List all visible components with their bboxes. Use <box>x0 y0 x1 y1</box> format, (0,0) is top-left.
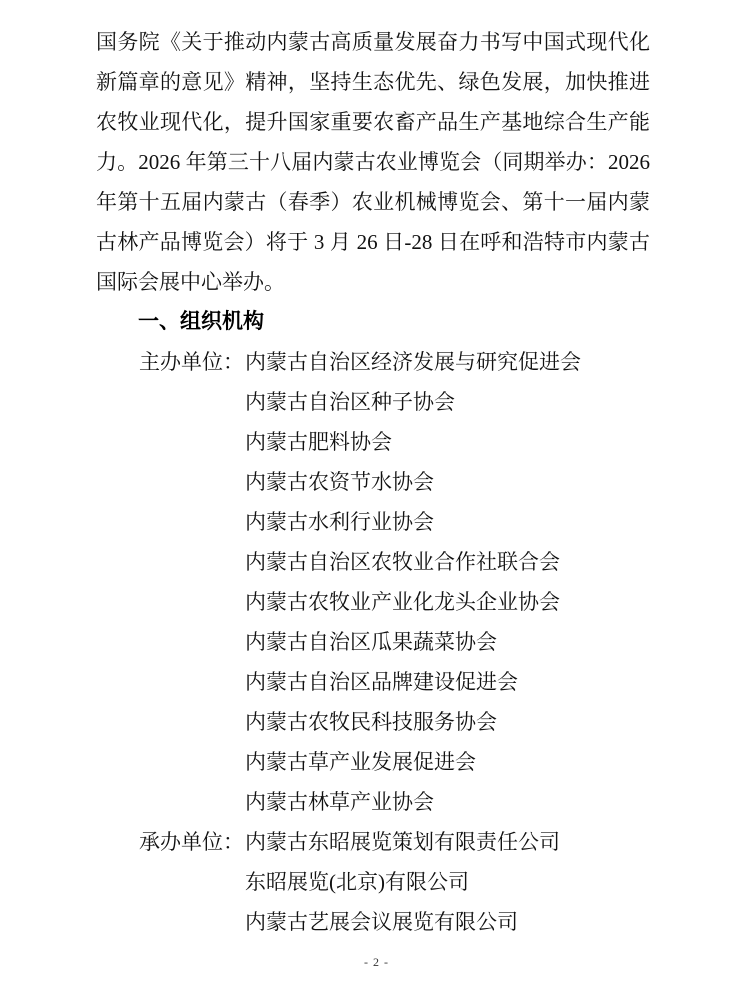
paragraph-line: 力。2026 年第三十八届内蒙古农业博览会（同期举办：2026 <box>96 150 650 174</box>
organizer-row <box>96 622 650 662</box>
organizer-row <box>96 502 650 542</box>
organizer-name: 内蒙古自治区农牧业合作社联合会 <box>245 550 560 574</box>
section-heading: 一、组织机构 <box>138 310 264 333</box>
organizer-name: 内蒙古水利行业协会 <box>245 510 434 534</box>
organizer-row <box>96 782 650 822</box>
organizer-name: 内蒙古自治区瓜果蔬菜协会 <box>245 630 497 654</box>
paragraph-line: 新篇章的意见》精神，坚持生态优先、绿色发展，加快推进 <box>96 70 650 94</box>
undertaker-row <box>96 902 650 942</box>
organizer-row <box>96 342 650 382</box>
organizer-row <box>96 542 650 582</box>
document-content <box>96 22 650 942</box>
organizer-row <box>96 422 650 462</box>
undertaker-label: 承办单位： <box>139 830 244 854</box>
undertaker-name: 内蒙古东昭展览策划有限责任公司 <box>245 830 560 854</box>
organizer-name: 内蒙古农牧业产业化龙头企业协会 <box>245 590 560 614</box>
organizer-name: 内蒙古自治区种子协会 <box>245 390 455 414</box>
organizer-name: 内蒙古自治区品牌建设促进会 <box>245 670 518 694</box>
organizer-name: 内蒙古农牧民科技服务协会 <box>245 710 497 734</box>
paragraph-line: 古林产品博览会）将于 3 月 26 日-28 日在呼和浩特市内蒙古 <box>96 230 650 254</box>
paragraph-line: 农牧业现代化，提升国家重要农畜产品生产基地综合生产能 <box>96 110 650 134</box>
organizer-name: 内蒙古林草产业协会 <box>245 790 434 814</box>
organizer-row <box>96 462 650 502</box>
organizer-row <box>96 662 650 702</box>
organizer-name: 内蒙古肥料协会 <box>245 430 392 454</box>
organizer-row <box>96 742 650 782</box>
organizer-name: 内蒙古自治区经济发展与研究促进会 <box>245 350 581 374</box>
undertaker-name: 东昭展览(北京)有限公司 <box>245 870 469 894</box>
organizer-row <box>96 582 650 622</box>
organizer-row <box>96 382 650 422</box>
undertaker-row <box>96 822 650 862</box>
organizer-label: 主办单位： <box>139 350 244 374</box>
organizer-name: 内蒙古草产业发展促进会 <box>245 750 476 774</box>
paragraph-line: 国际会展中心举办。 <box>96 270 285 294</box>
undertaker-row <box>96 862 650 902</box>
paragraph-line: 国务院《关于推动内蒙古高质量发展奋力书写中国式现代化 <box>96 30 650 54</box>
undertaker-name: 内蒙古艺展会议展览有限公司 <box>245 910 518 934</box>
organizer-row <box>96 702 650 742</box>
page-number: - 2 - <box>364 955 389 969</box>
paragraph-line: 年第十五届内蒙古（春季）农业机械博览会、第十一届内蒙 <box>96 190 650 214</box>
organizer-name: 内蒙古农资节水协会 <box>245 470 434 494</box>
